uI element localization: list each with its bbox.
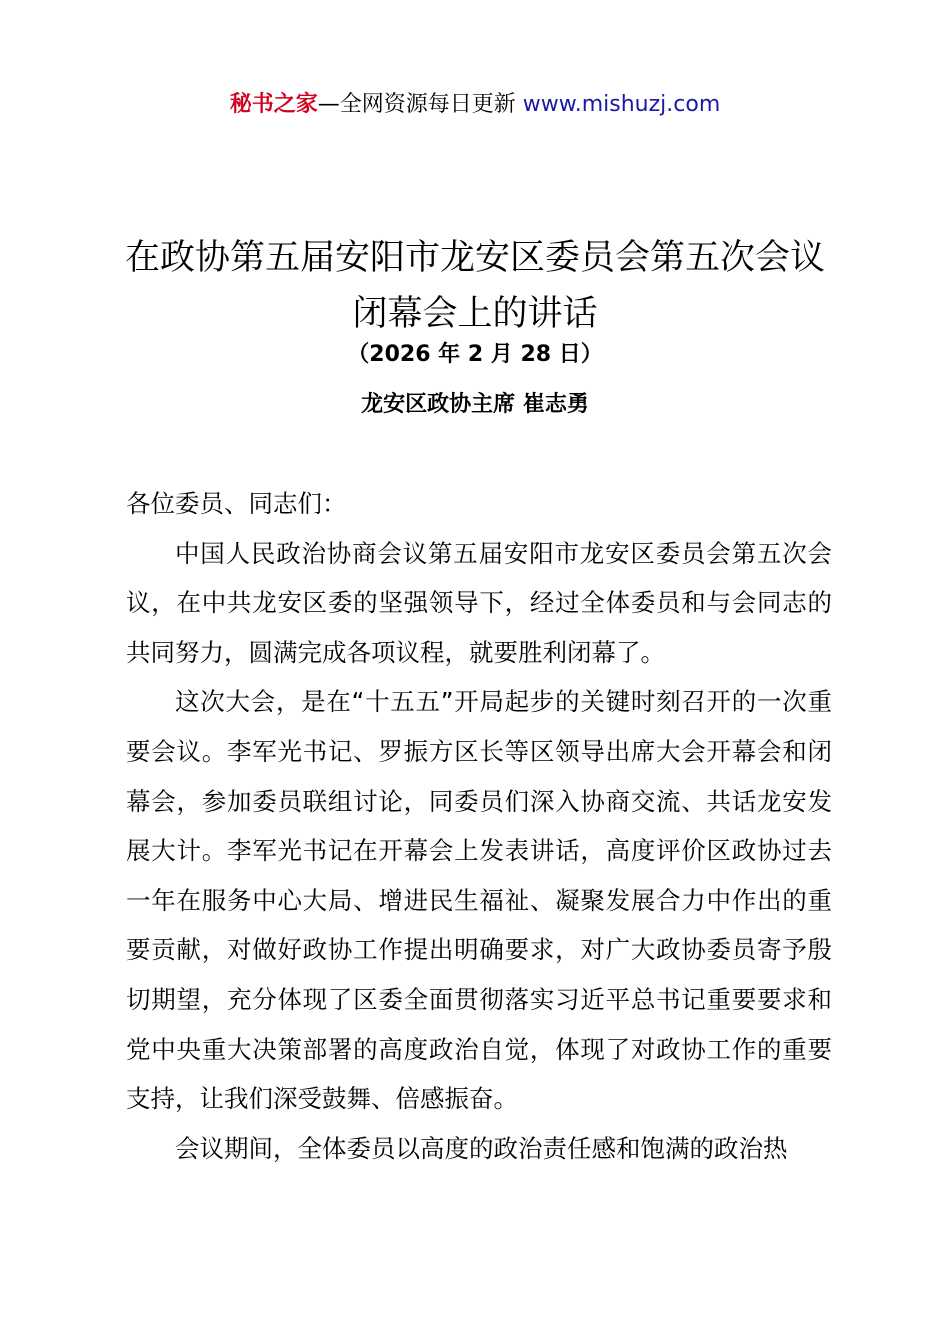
speech-body: [126, 479, 832, 1173]
speech-author: 龙安区政协主席 崔志勇: [361, 392, 589, 417]
paragraph-1: 中国人民政治协商会议第五届安阳市龙安区委员会第五次会议，在中共龙安区委的坚强领导下，经过全体委员和与会同志的共同努力，圆满完成各项议程，就要胜利闭幕了。: [126, 538, 832, 667]
brand-name[interactable]: 秘书之家: [229, 92, 318, 117]
paragraph-2: 这次大会，是在“十五五”开局起步的关键时刻召开的一次重要会议。李军光书记、罗振方区长等区领导出席大会开幕会和闭幕会，参加委员联组讨论，同委员们深入协商交流、共话龙安发展大计。李军光书记在开幕会上发表讲话，高度评价区政协过去一年在服务中心大局、增进民生福祉、凝聚发展合力中作出的重要贡献，对做好政协工作提出明确要求，对广大政协委员寄予殷切期望，充分体现了区委全面贯彻落实习近平总书记重要要求和党中央重大决策部署的高度政治自觉，体现了对政协工作的重要支持，让我们深受鼓舞、倍感振奋。: [126, 687, 832, 1114]
site-header: [0, 88, 950, 122]
title-line-2: 闭幕会上的讲话: [352, 294, 598, 334]
site-url-link[interactable]: www.mishuzj.com: [522, 92, 721, 117]
speech-date: （2026 年 2 月 28 日）: [347, 342, 603, 367]
header-tagline: —全网资源每日更新: [317, 92, 523, 117]
document-title: [100, 230, 850, 342]
paragraph-3: 会议期间，全体委员以高度的政治责任感和饱满的政治热: [175, 1133, 788, 1163]
salutation: 各位委员、同志们：: [126, 489, 347, 518]
title-line-1: 在政协第五届安阳市龙安区委员会第五次会议: [124, 238, 825, 278]
